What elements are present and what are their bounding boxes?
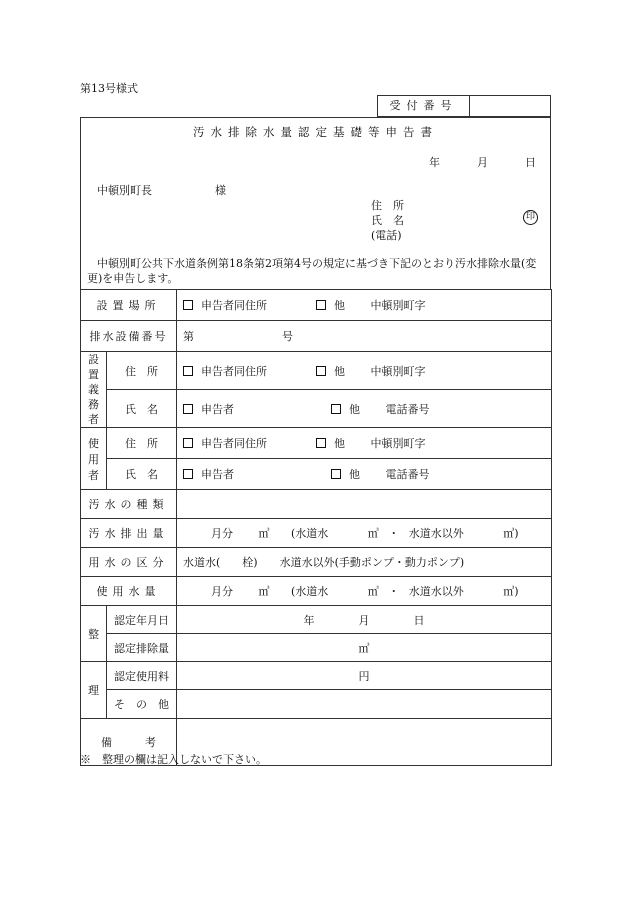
admin-label-bottom: 理 xyxy=(81,662,107,719)
table-row xyxy=(81,459,552,490)
water-usage-label: 使用水量 xyxy=(81,577,177,606)
water-usage-field[interactable]: 月分 ㎥ (水道水 ㎥ ・ 水道水以外 ㎥) xyxy=(177,577,552,606)
honorific: 様 xyxy=(215,184,226,197)
table-row xyxy=(81,634,552,662)
cert-date-label: 認定年月日 xyxy=(107,606,177,634)
table-row xyxy=(81,428,552,459)
cert-fee-field[interactable]: 円 xyxy=(177,662,552,690)
admin-other-field[interactable] xyxy=(177,690,552,719)
checkbox-icon[interactable] xyxy=(331,469,341,479)
footnote: ※ 整理の欄は記入しないで下さい。 xyxy=(80,753,267,766)
water-class-field[interactable]: 水道水( 栓) 水道水以外(手動ポンプ・動力ポンプ) xyxy=(177,548,552,577)
table-row xyxy=(81,577,552,606)
application-table xyxy=(80,289,552,766)
checkbox-icon[interactable] xyxy=(316,300,326,310)
checkbox-icon[interactable] xyxy=(316,366,326,376)
obligor-address-label: 住 所 xyxy=(107,352,177,390)
table-row xyxy=(81,390,552,428)
location-field[interactable]: 申告者同住所 他 中頓別町字 xyxy=(177,290,552,321)
water-class-label: 用水の区分 xyxy=(81,548,177,577)
obligor-label: 設置義務者 xyxy=(81,352,107,428)
checkbox-icon[interactable] xyxy=(316,438,326,448)
table-row xyxy=(81,662,552,690)
table-row xyxy=(81,548,552,577)
applicant-address-label: 住 所 xyxy=(371,199,404,212)
table-row xyxy=(81,490,552,519)
form-header xyxy=(80,117,551,289)
obligor-address-field[interactable]: 申告者同住所 他 中頓別町字 xyxy=(177,352,552,390)
sewage-volume-label: 汚水排出量 xyxy=(81,519,177,548)
location-label: 設置場所 xyxy=(81,290,177,321)
table-row xyxy=(81,690,552,719)
sewage-volume-field[interactable]: 月分 ㎥ (水道水 ㎥ ・ 水道水以外 ㎥) xyxy=(177,519,552,548)
sewage-type-field[interactable] xyxy=(177,490,552,519)
form-number: 第13号様式 xyxy=(80,82,138,95)
reception-number-field[interactable] xyxy=(470,96,550,116)
year-label: 年 xyxy=(429,156,440,169)
table-row xyxy=(81,352,552,390)
table-row xyxy=(81,290,552,321)
user-label: 使用者 xyxy=(81,428,107,490)
table-row xyxy=(81,606,552,634)
form-title: 汚水排除水量認定基礎等申告書 xyxy=(193,125,438,139)
applicant-name-label: 氏 名 xyxy=(371,214,404,227)
cert-volume-label: 認定排除量 xyxy=(107,634,177,662)
sewage-type-label: 汚水の種類 xyxy=(81,490,177,519)
checkbox-icon[interactable] xyxy=(183,366,193,376)
checkbox-icon[interactable] xyxy=(331,404,341,414)
checkbox-icon[interactable] xyxy=(183,469,193,479)
checkbox-icon[interactable] xyxy=(183,300,193,310)
admin-label-top: 整 xyxy=(81,606,107,662)
equipment-number-label: 排水設備番号 xyxy=(81,321,177,352)
checkbox-icon[interactable] xyxy=(183,404,193,414)
applicant-phone-label: (電話) xyxy=(371,229,402,242)
obligor-name-field[interactable]: 申告者 他 電話番号 xyxy=(177,390,552,428)
obligor-name-label: 氏 名 xyxy=(107,390,177,428)
cert-date-field[interactable]: 年 月 日 xyxy=(177,606,552,634)
reception-number-box xyxy=(377,95,551,117)
checkbox-icon[interactable] xyxy=(183,438,193,448)
date-field[interactable] xyxy=(400,154,536,170)
applicant-block xyxy=(371,198,404,243)
addressee: 中頓別町長 xyxy=(97,184,152,197)
user-name-label: 氏 名 xyxy=(107,459,177,490)
user-address-field[interactable]: 申告者同住所 他 中頓別町字 xyxy=(177,428,552,459)
cert-volume-field[interactable]: ㎥ xyxy=(177,634,552,662)
remarks-label: 備 考 xyxy=(81,719,177,766)
table-row xyxy=(81,321,552,352)
day-label: 日 xyxy=(525,156,536,169)
cert-fee-label: 認定使用料 xyxy=(107,662,177,690)
user-name-field[interactable]: 申告者 他 電話番号 xyxy=(177,459,552,490)
seal-icon: 印 xyxy=(523,210,538,225)
month-label: 月 xyxy=(477,156,488,169)
reception-number-label: 受付番号 xyxy=(378,96,470,116)
admin-other-label: そ の 他 xyxy=(107,690,177,719)
user-address-label: 住 所 xyxy=(107,428,177,459)
declaration-text: 中頓別町公共下水道条例第18条第2項第4号の規定に基づき下記のとおり汚水排除水量(変更)を申告します。 xyxy=(87,257,537,285)
equipment-number-field[interactable]: 第 号 xyxy=(177,321,552,352)
table-row xyxy=(81,519,552,548)
